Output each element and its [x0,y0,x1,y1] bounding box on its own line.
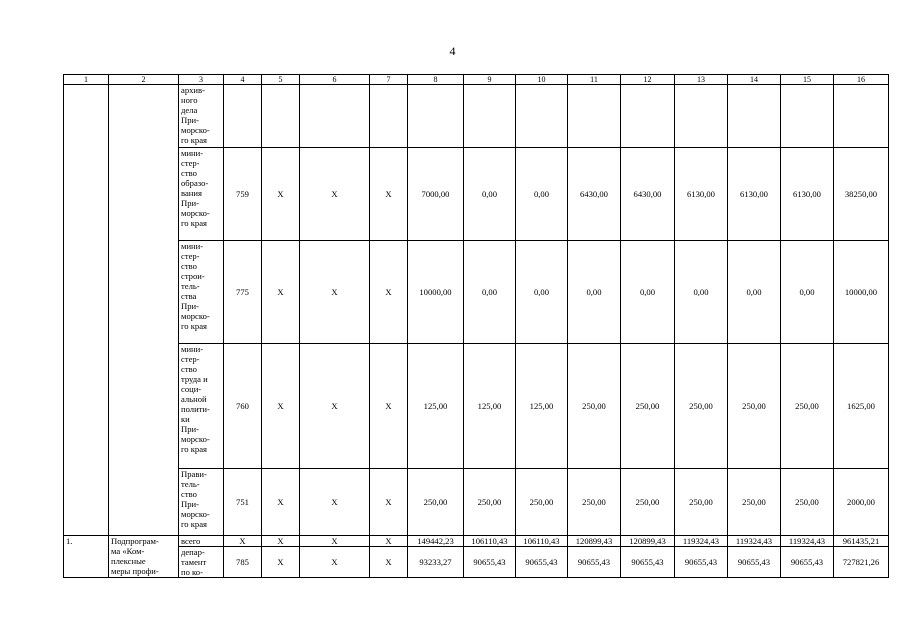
value-cell [262,85,300,148]
value-cell [568,85,621,148]
page-number: 4 [449,44,456,58]
value-cell: 6130,00 [728,148,781,241]
value-cell: 90655,43 [568,547,621,578]
table-row [64,547,889,578]
value-cell: 120899,43 [621,536,675,547]
empty-cell [64,85,109,536]
value-cell: 6130,00 [781,148,834,241]
value-cell [464,85,516,148]
value-cell: 90655,43 [464,547,516,578]
executor-cell: мини- стер- ство образо- вания При- морско- го края [179,148,224,241]
value-cell: 119324,43 [675,536,728,547]
value-cell: X [300,547,370,578]
value-cell: 250,00 [728,344,781,469]
value-cell: 90655,43 [675,547,728,578]
value-cell: 760 [224,344,262,469]
value-cell: 106110,43 [516,536,568,547]
header-cell: 3 [179,75,224,85]
value-cell: 120899,43 [568,536,621,547]
header-cell: 7 [370,75,408,85]
value-cell: 785 [224,547,262,578]
value-cell: X [262,241,300,344]
table-row [64,85,889,148]
value-cell: 90655,43 [781,547,834,578]
value-cell: X [300,536,370,547]
table-row [64,344,889,469]
value-cell [728,85,781,148]
value-cell: X [370,536,408,547]
value-cell: 775 [224,241,262,344]
value-cell: 90655,43 [516,547,568,578]
value-cell: X [300,148,370,241]
program-name: Подпрограм- ма «Ком- плексные меры профи- [109,536,179,578]
value-cell: 250,00 [675,344,728,469]
value-cell: X [370,547,408,578]
value-cell: X [370,344,408,469]
header-cell: 11 [568,75,621,85]
header-cell: 16 [834,75,889,85]
value-cell: X [370,241,408,344]
value-cell: 6430,00 [568,148,621,241]
value-cell [834,85,889,148]
value-cell: 0,00 [464,148,516,241]
value-cell: 93233,27 [408,547,464,578]
header-cell: 12 [621,75,675,85]
value-cell: 250,00 [621,344,675,469]
value-cell [675,85,728,148]
header-cell: 13 [675,75,728,85]
table-row [64,536,889,547]
value-cell: 119324,43 [728,536,781,547]
value-cell: 751 [224,469,262,536]
value-cell: 10000,00 [834,241,889,344]
value-cell: X [370,469,408,536]
value-cell [370,85,408,148]
value-cell: 250,00 [781,344,834,469]
header-cell: 1 [64,75,109,85]
program-number: 1. [64,536,109,578]
value-cell: 90655,43 [728,547,781,578]
value-cell: 6430,00 [621,148,675,241]
header-row [64,75,889,85]
header-cell: 9 [464,75,516,85]
value-cell: 10000,00 [408,241,464,344]
value-cell: 0,00 [516,241,568,344]
value-cell: 125,00 [464,344,516,469]
header-cell: 15 [781,75,834,85]
value-cell: 0,00 [464,241,516,344]
value-cell: X [224,536,262,547]
value-cell: 961435,21 [834,536,889,547]
value-cell: 727821,26 [834,547,889,578]
value-cell: X [262,547,300,578]
header-cell: 14 [728,75,781,85]
value-cell: 38250,00 [834,148,889,241]
executor-cell: Прави- тель- ство При- морско- го края [179,469,224,536]
executor-cell: всего [179,536,224,547]
value-cell: X [370,148,408,241]
header-cell: 5 [262,75,300,85]
header-cell: 10 [516,75,568,85]
value-cell [408,85,464,148]
value-cell: 125,00 [408,344,464,469]
value-cell: 0,00 [675,241,728,344]
value-cell [621,85,675,148]
header-cell: 8 [408,75,464,85]
value-cell: 0,00 [516,148,568,241]
value-cell: 7000,00 [408,148,464,241]
value-cell [516,85,568,148]
header-cell: 4 [224,75,262,85]
value-cell: 250,00 [464,469,516,536]
value-cell: 1625,00 [834,344,889,469]
value-cell: 250,00 [781,469,834,536]
value-cell: X [300,241,370,344]
value-cell: X [300,344,370,469]
value-cell [224,85,262,148]
table-row [64,148,889,241]
value-cell: X [262,469,300,536]
value-cell: 125,00 [516,344,568,469]
value-cell: 119324,43 [781,536,834,547]
value-cell: 250,00 [408,469,464,536]
value-cell: 90655,43 [621,547,675,578]
value-cell [781,85,834,148]
value-cell: X [300,469,370,536]
executor-cell: мини- стер- ство труда и соци- альной полити- ки При- морско- го края [179,344,224,469]
value-cell: 0,00 [621,241,675,344]
value-cell: 2000,00 [834,469,889,536]
value-cell: X [262,148,300,241]
value-cell: 6130,00 [675,148,728,241]
value-cell: 0,00 [568,241,621,344]
value-cell: 149442,23 [408,536,464,547]
executor-cell: мини- стер- ство строи- тель- ства При- морско- го края [179,241,224,344]
table-row [64,469,889,536]
empty-cell [109,85,179,536]
value-cell [300,85,370,148]
value-cell: 0,00 [781,241,834,344]
value-cell: 106110,43 [464,536,516,547]
value-cell: 250,00 [568,469,621,536]
executor-cell: депар- тамент по ко- [179,547,224,578]
value-cell: 250,00 [621,469,675,536]
header-cell: 2 [109,75,179,85]
value-cell: 759 [224,148,262,241]
table-row [64,241,889,344]
value-cell: 250,00 [728,469,781,536]
value-cell: 250,00 [568,344,621,469]
value-cell: 250,00 [675,469,728,536]
value-cell: 0,00 [728,241,781,344]
header-cell: 6 [300,75,370,85]
value-cell: X [262,536,300,547]
value-cell: X [262,344,300,469]
budget-table [63,74,889,578]
value-cell: 250,00 [516,469,568,536]
executor-cell: архив- ного дела При- морско- го края [179,85,224,148]
